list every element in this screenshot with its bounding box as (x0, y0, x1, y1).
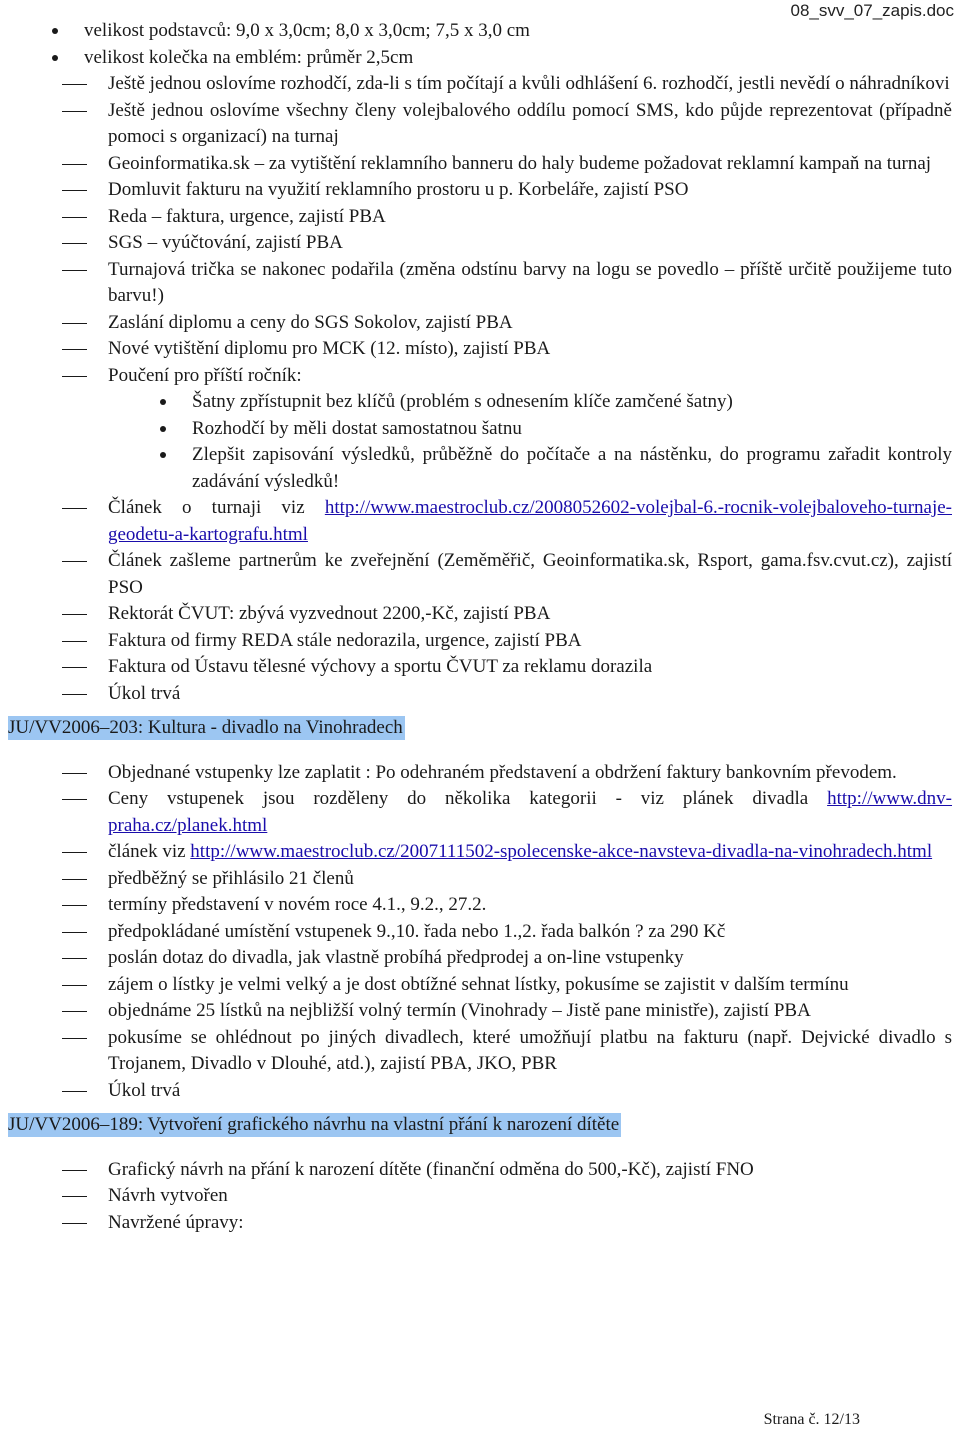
document-filename: 08_svv_07_zapis.doc (790, 1, 954, 20)
list-item: Geoinformatika.sk – za vytištění reklamního banneru do haly budeme požadovat reklamní kampaň na turnaj (0, 151, 960, 178)
list-item: Nové vytištění diplomu pro MCK (12. místo), zajistí PBA (0, 336, 960, 363)
theatre-article-link[interactable]: http://www.maestroclub.cz/2007111502-spolecenske-akce-navsteva-divadla-na-vinohradech.html (190, 841, 933, 862)
bullet-dot-icon (160, 452, 166, 458)
list-item: zájem o lístky je velmi velký a je dost obtížné sehnat lístky, pokusíme se zajistit v dalším termínu (0, 972, 960, 999)
dash-icon (62, 190, 87, 191)
list-item: Faktura od Ústavu tělesné výchovy a sportu ČVUT za reklamu dorazila (0, 654, 960, 681)
list-item: poslán dotaz do divadla, jak vlastně probíhá předprodej a on-line vstupenky (0, 945, 960, 972)
list-item: článek viz http://www.maestroclub.cz/2007111502-spolecenske-akce-navsteva-divadla-na-vinohradech.html (0, 839, 960, 866)
section1-list-b (0, 495, 960, 707)
list-item: pokusíme se ohlédnout po jiných divadlech, které umožňují platbu na fakturu (např. Dejvické divadlo s Trojanem, Divadlo v Dlouhé, atd.), zajistí PBA, JKO, PBR (0, 1025, 960, 1078)
bullet-dot-icon (52, 55, 58, 61)
section3-list (0, 1157, 960, 1237)
bullet-dot-icon (160, 426, 166, 432)
lessons-list (0, 389, 960, 495)
dash-icon (62, 111, 87, 112)
dash-icon (62, 1091, 87, 1092)
dash-icon (62, 879, 87, 880)
dash-icon (62, 614, 87, 615)
list-item: Navržené úpravy: (0, 1210, 960, 1237)
dash-icon (62, 1196, 87, 1197)
dash-icon (62, 799, 87, 800)
theatre-plan-link[interactable]: http://www.dnv-praha.cz/planek.html (108, 788, 953, 836)
dash-icon (62, 349, 87, 350)
list-item: Poučení pro příští ročník: (0, 363, 960, 390)
dash-icon (62, 667, 87, 668)
section-heading-kultura: JU/VV2006–203: Kultura - divadlo na Vinohradech (8, 717, 403, 738)
dash-icon (62, 323, 87, 324)
list-item: velikost podstavců: 9,0 x 3,0cm; 8,0 x 3,0cm; 7,5 x 3,0 cm (0, 18, 960, 45)
list-item: Ještě jednou oslovíme všechny členy volejbalového oddílu pomocí SMS, kdo půjde reprezentovat (případně pomoci s organizací) na turnaj (0, 98, 960, 151)
list-item: Objednané vstupenky lze zaplatit : Po odehraném představení a obdržení faktury bankovním převodem. (0, 760, 960, 787)
document-body (0, 18, 960, 1236)
dash-icon (62, 985, 87, 986)
list-item: Zlepšit zapisování výsledků, průběžně do počítače a na nástěnku, do programu zařadit kontroly zadávání výsledků! (0, 442, 960, 495)
list-item: Ceny vstupenek jsou rozděleny do několika kategorii - viz plánek divadla http://www.dnv-praha.cz/planek.html (0, 786, 960, 839)
list-item: SGS – vyúčtování, zajistí PBA (0, 230, 960, 257)
list-item: Úkol trvá (0, 1078, 960, 1105)
dash-icon (62, 376, 87, 377)
dash-icon (62, 270, 87, 271)
section-heading-prani: JU/VV2006–189: Vytvoření grafického návrhu na vlastní přání k narození dítěte (8, 1114, 620, 1135)
list-item: Článek zašleme partnerům ke zveřejnění (Zeměměřič, Geoinformatika.sk, Rsport, gama.fsv.cvut.cz), zajistí PSO (0, 548, 960, 601)
section1-list-a (0, 71, 960, 389)
list-item: Úkol trvá (0, 681, 960, 708)
list-item: Rozhodčí by měli dostat samostatnou šatnu (0, 416, 960, 443)
list-item: Faktura od firmy REDA stále nedorazila, urgence, zajistí PBA (0, 628, 960, 655)
dash-icon (62, 1223, 87, 1224)
list-item: Rektorát ČVUT: zbývá vyzvednout 2200,-Kč, zajistí PBA (0, 601, 960, 628)
list-item: Domluvit fakturu na využití reklamního prostoru u p. Korbeláře, zajistí PSO (0, 177, 960, 204)
dash-icon (62, 694, 87, 695)
list-item: Turnajová trička se nakonec podařila (změna odstínu barvy na logu se povedlo – příště určitě použijeme tuto barvu!) (0, 257, 960, 310)
top-bullet-list (0, 18, 960, 71)
dash-icon (62, 958, 87, 959)
article-link[interactable]: http://www.maestroclub.cz/2008052602-volejbal-6.-rocnik-volejbaloveho-turnaje-geodetu-a-kartografu.html (108, 497, 952, 545)
list-item: objednáme 25 lístků na nejbližší volný termín (Vinohrady – Jistě pane ministře), zajistí PBA (0, 998, 960, 1025)
list-item: Návrh vytvořen (0, 1183, 960, 1210)
list-item: Reda – faktura, urgence, zajistí PBA (0, 204, 960, 231)
dash-icon (62, 905, 87, 906)
list-item: Šatny zpřístupnit bez klíčů (problém s odnesením klíče zamčené šatny) (0, 389, 960, 416)
dash-icon (62, 508, 87, 509)
dash-icon (62, 561, 87, 562)
dash-icon (62, 852, 87, 853)
dash-icon (62, 243, 87, 244)
section2-list (0, 760, 960, 1105)
bullet-dot-icon (160, 399, 166, 405)
dash-icon (62, 932, 87, 933)
dash-icon (62, 84, 87, 85)
dash-icon (62, 217, 87, 218)
list-item: Zaslání diplomu a ceny do SGS Sokolov, zajistí PBA (0, 310, 960, 337)
list-item: velikost kolečka na emblém: průměr 2,5cm (0, 45, 960, 72)
list-item: předpokládané umístění vstupenek 9.,10. řada nebo 1.,2. řada balkón ? za 290 Kč (0, 919, 960, 946)
dash-icon (62, 1170, 87, 1171)
list-item: Článek o turnaji viz http://www.maestroclub.cz/2008052602-volejbal-6.-rocnik-volejbaloveho-turnaje-geodetu-a-kartografu.html (0, 495, 960, 548)
bullet-dot-icon (52, 28, 58, 34)
dash-icon (62, 773, 87, 774)
list-item: termíny představení v novém roce 4.1., 9.2., 27.2. (0, 892, 960, 919)
dash-icon (62, 641, 87, 642)
dash-icon (62, 1011, 87, 1012)
list-item: Grafický návrh na přání k narození dítěte (finanční odměna do 500,-Kč), zajistí FNO (0, 1157, 960, 1184)
dash-icon (62, 164, 87, 165)
list-item: předběžný se přihlásilo 21 členů (0, 866, 960, 893)
list-item: Ještě jednou oslovíme rozhodčí, zda-li s tím počítají a kvůli odhlášení 6. rozhodčí, jestli nevědí o náhradníkovi (0, 71, 960, 98)
page-number: Strana č. 12/13 (763, 1411, 860, 1428)
dash-icon (62, 1038, 87, 1039)
